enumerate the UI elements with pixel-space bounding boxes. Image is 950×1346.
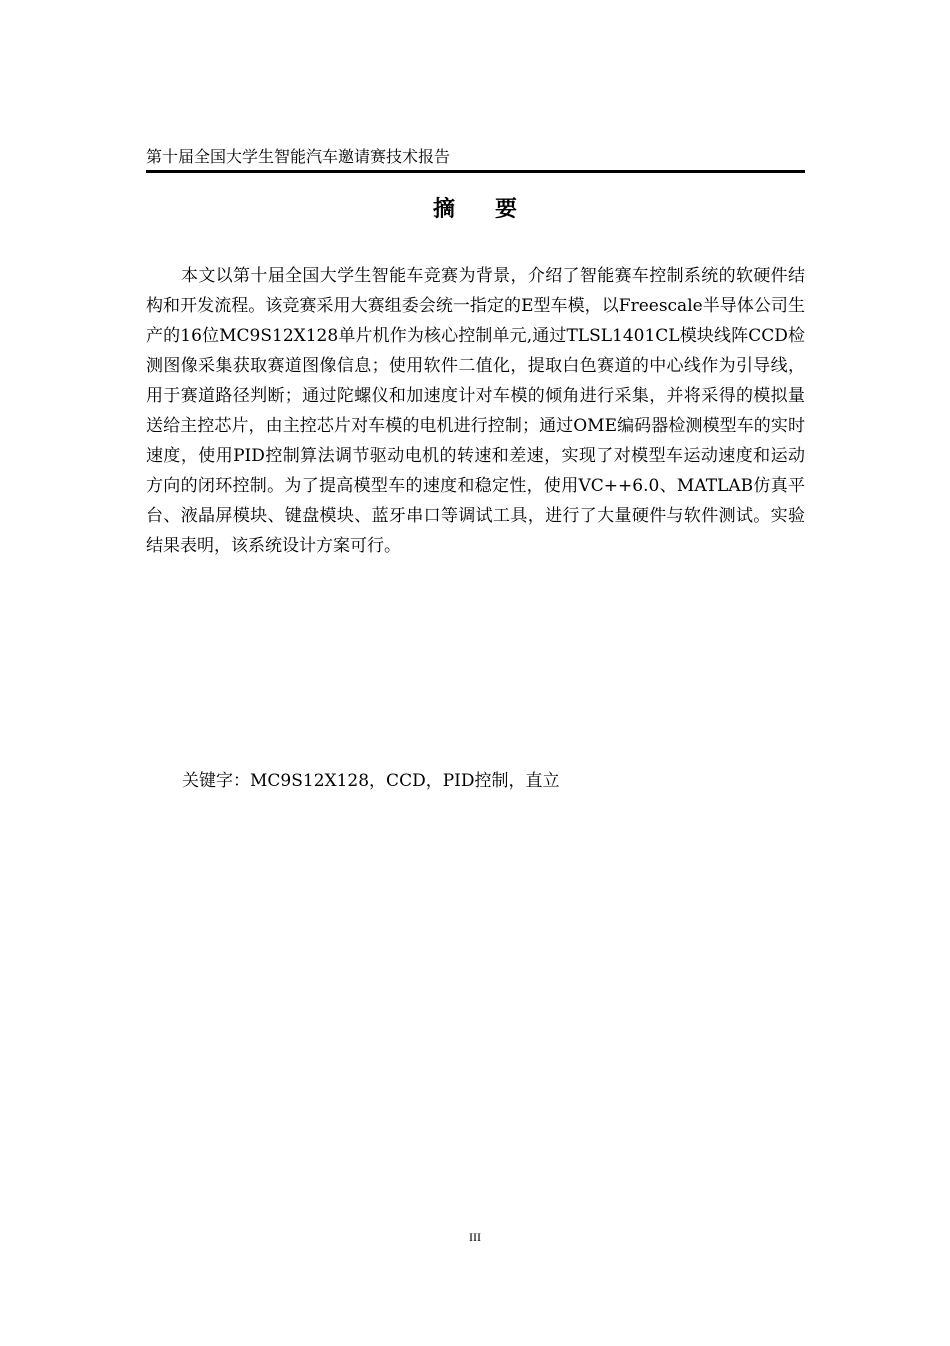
abstract-title: 摘要 (432, 196, 557, 222)
abstract-body: 本文以第十届全国大学生智能车竞赛为背景，介绍了智能赛车控制系统的软硬件结构和开发流程。该竞赛采用大赛组委会统一指定的E型车模，以Freescale半导体公司生产的16位MC9S12X128单片机作为核心控制单元,通过TLSL1401CL模块线阵CCD检测图像采集获取赛道图像信息；使用软件二值化，提取白色赛道的中心线作为引导线，用于赛道路径判断；通过陀螺仪和加速度计对车模的倾角进行采集，并将采得的模拟量送给主控芯片，由主控芯片对车模的电机进行控制；通过OME编码器检测模型车的实时速度，使用PID控制算法调节驱动电机的转速和差速，实现了对模型车运动速度和运动方向的闭环控制。为了提高模型车的速度和稳定性，使用VC++6.0、MATLAB仿真平台、液晶屏模块、键盘模块、蓝牙串口等调试工具，进行了大量硬件与软件测试。实验结果表明，该系统设计方案可行。 (146, 266, 805, 556)
running-header-title: 第十届全国大学生智能汽车邀请赛技术报告 (146, 147, 451, 166)
keywords-line: 关键字：MC9S12X128，CCD，PID控制，直立 (182, 771, 560, 791)
page-number: III (469, 1230, 481, 1244)
header-divider (146, 170, 805, 173)
